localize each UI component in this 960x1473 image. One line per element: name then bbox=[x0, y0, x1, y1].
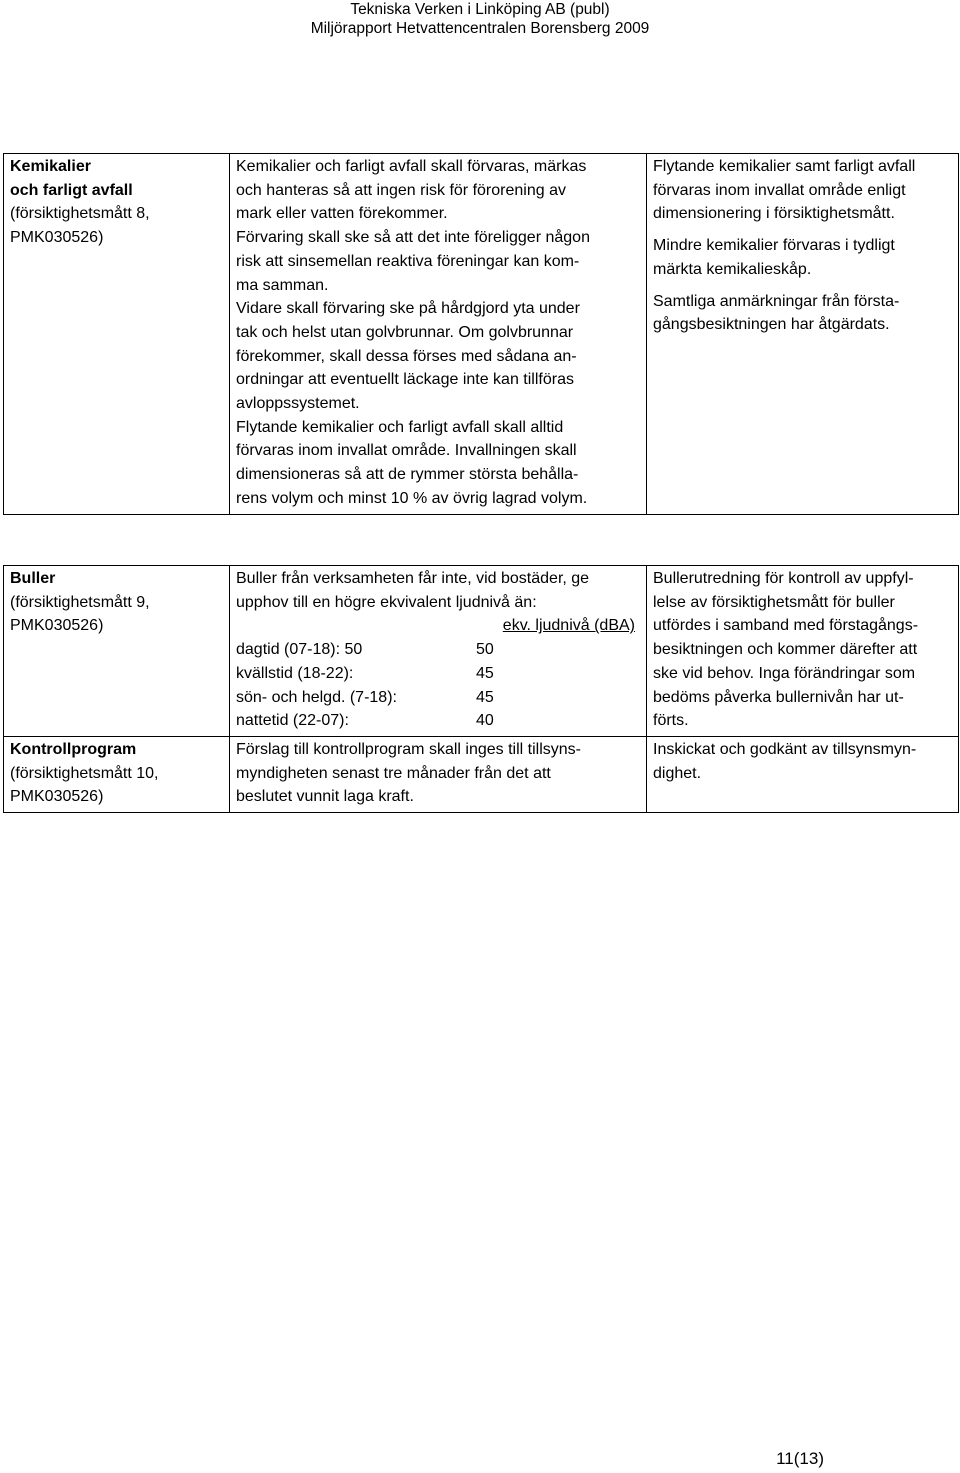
status-text-cell bbox=[647, 154, 959, 515]
kemikalier-req-line: Kemikalier och farligt avfall skall förvaras, märkas bbox=[236, 158, 587, 175]
requirement-title-cell bbox=[4, 154, 230, 515]
kemikalier-title-cont: och farligt avfall bbox=[10, 181, 133, 199]
buller-kontroll-table bbox=[3, 565, 959, 813]
kontroll-ref: (försiktighetsmått 10, bbox=[10, 764, 159, 782]
kemikalier-status-line: märkta kemikalieskåp. bbox=[653, 260, 812, 278]
kemikalier-req-line: ma samman. bbox=[236, 276, 329, 294]
kemikalier-title: Kemikalier bbox=[10, 158, 91, 175]
table-row bbox=[4, 566, 959, 737]
kemikalier-status-line: förvaras inom invallat område enligt bbox=[653, 181, 906, 199]
kontroll-status-line: dighet. bbox=[653, 764, 702, 782]
kemikalier-req-line: mark eller vatten förekommer. bbox=[236, 205, 448, 223]
kemikalier-req-line: dimensioneras så att de rymmer största behålla- bbox=[236, 466, 579, 484]
kemikalier-status-line: Mindre kemikalier förvaras i tydligt bbox=[653, 237, 895, 255]
requirement-text-cell bbox=[230, 566, 647, 737]
requirement-title-cell bbox=[4, 566, 230, 737]
kontroll-req-line: myndigheten senast tre månader från det att bbox=[236, 764, 551, 782]
requirement-text-cell bbox=[230, 736, 647, 812]
noise-limit-value: 40 bbox=[476, 712, 494, 730]
kemikalier-req-line: avloppssystemet. bbox=[236, 395, 360, 413]
noise-limit-row bbox=[236, 662, 641, 686]
kemikalier-status-line: gångsbesiktningen har åtgärdats. bbox=[653, 316, 890, 334]
kontroll-req-line: beslutet vunnit laga kraft. bbox=[236, 788, 414, 806]
kemikalier-req-line: ordningar att eventuellt läckage inte kan tillföras bbox=[236, 371, 574, 389]
buller-status-line: ske vid behov. Inga förändringar som bbox=[653, 664, 916, 682]
kemikalier-req-line: tak och helst utan golvbrunnar. Om golvbrunnar bbox=[236, 323, 574, 341]
noise-limit-value: 45 bbox=[476, 664, 494, 682]
requirement-title-cell bbox=[4, 736, 230, 812]
noise-limit-value: 50 bbox=[476, 641, 494, 659]
kemikalier-status-line: dimensionering i försiktighetsmått. bbox=[653, 205, 895, 223]
status-text-cell bbox=[647, 736, 959, 812]
buller-status-line: förts. bbox=[653, 712, 689, 730]
kontroll-ref-cont: PMK030526) bbox=[10, 788, 104, 806]
status-text-cell bbox=[647, 566, 959, 737]
table-row bbox=[4, 736, 959, 812]
noise-limit-value: 45 bbox=[476, 688, 494, 706]
buller-status-line: bedöms påverka bullernivån har ut- bbox=[653, 688, 904, 706]
noise-unit-label: ekv. ljudnivå (dBA) bbox=[502, 617, 635, 635]
kemikalier-req-line: risk att sinsemellan reaktiva föreningar kan kom- bbox=[236, 252, 580, 270]
noise-period-label: sön- och helgd. (7-18): bbox=[236, 688, 397, 706]
noise-period-label: dagtid (07-18): 50 bbox=[236, 641, 363, 659]
buller-ref: (försiktighetsmått 9, bbox=[10, 593, 150, 611]
page-number: 11(13) bbox=[776, 1449, 824, 1468]
buller-req-line: upphov till en högre ekvivalent ljudnivå än: bbox=[236, 593, 537, 611]
kemikalier-status-line: Samtliga anmärkningar från första- bbox=[653, 292, 900, 310]
buller-title: Buller bbox=[10, 570, 56, 587]
header-report-title: Miljörapport Hetvattencentralen Borensberg 2009 bbox=[310, 20, 650, 37]
kontroll-status-line: Inskickat och godkänt av tillsynsmyn- bbox=[653, 740, 917, 758]
noise-limit-row bbox=[236, 638, 641, 662]
kemikalier-ref-cont: PMK030526) bbox=[10, 229, 104, 247]
kemikalier-status-line: Flytande kemikalier samt farligt avfall bbox=[653, 158, 916, 175]
kontroll-title: Kontrollprogram bbox=[10, 740, 137, 758]
requirement-text-cell bbox=[230, 154, 647, 515]
noise-limit-row bbox=[236, 686, 641, 710]
kemikalier-req-line: rens volym och minst 10 % av övrig lagrad volym. bbox=[236, 489, 588, 507]
buller-status-line: besiktningen och kommer därefter att bbox=[653, 641, 918, 659]
kontroll-req-line: Förslag till kontrollprogram skall inges till tillsyns- bbox=[236, 740, 581, 758]
noise-limits-table bbox=[236, 638, 641, 733]
kemikalier-req-line: förekommer, skall dessa förses med sådana an- bbox=[236, 347, 577, 365]
buller-status-line: utfördes i samband med förstagångs- bbox=[653, 617, 919, 635]
buller-status-line: Bullerutredning för kontroll av uppfyl- bbox=[653, 570, 914, 587]
kemikalier-ref: (försiktighetsmått 8, bbox=[10, 205, 150, 223]
kemikalier-table bbox=[3, 153, 959, 515]
table-row bbox=[4, 154, 959, 515]
kemikalier-req-line: och hanteras så att ingen risk för förorening av bbox=[236, 181, 566, 199]
noise-period-label: nattetid (22-07): bbox=[236, 712, 349, 730]
header-company: Tekniska Verken i Linköping AB (publ) bbox=[350, 1, 610, 18]
buller-status-line: lelse av försiktighetsmått för buller bbox=[653, 593, 895, 611]
kemikalier-req-line: Förvaring skall ske så att det inte föreligger någon bbox=[236, 229, 590, 247]
buller-ref-cont: PMK030526) bbox=[10, 617, 104, 635]
page-header bbox=[0, 0, 960, 38]
kemikalier-req-line: förvaras inom invallat område. Invallningen skall bbox=[236, 442, 577, 460]
kemikalier-req-line: Vidare skall förvaring ske på hårdgjord yta under bbox=[236, 300, 580, 318]
buller-req-line: Buller från verksamheten får inte, vid bostäder, ge bbox=[236, 570, 590, 587]
noise-limit-row bbox=[236, 709, 641, 733]
noise-period-label: kvällstid (18-22): bbox=[236, 664, 354, 682]
kemikalier-req-line: Flytande kemikalier och farligt avfall skall alltid bbox=[236, 418, 564, 436]
noise-unit-heading bbox=[236, 614, 641, 638]
